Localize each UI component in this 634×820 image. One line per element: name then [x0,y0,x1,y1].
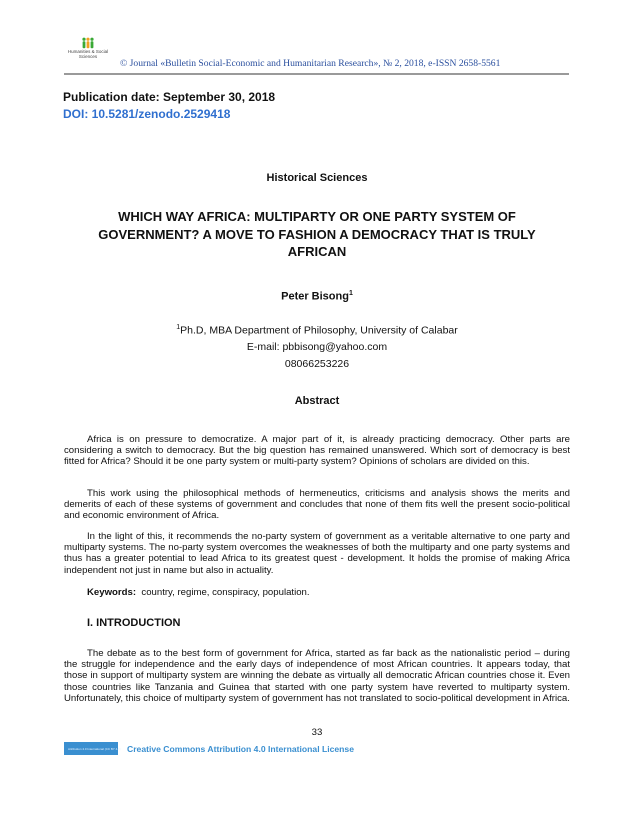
doi-link[interactable]: DOI: 10.5281/zenodo.2529418 [63,107,231,121]
affiliation [0,320,634,339]
abstract-paragraph-1: Africa is on pressure to democratize. A major part of it, is already practicing democracy. Other parts are considering a switch to democracy. But the big question has remained unanswered. Which sort of democracy is best fitted for Africa? Should it be one party system or multi-party system? Opinions of scholars are divided on this. [64,434,570,468]
publication-date: Publication date: September 30, 2018 [63,90,276,104]
keywords [87,587,310,598]
abstract-paragraph-2: This work using the philosophical methods of hermeneutics, criticisms and analysis shows the merits and demerits of each of these systems of government and concludes that none of them fits well the present socio-political and economic environment of Africa. [64,488,570,522]
paper-title [64,208,570,261]
keywords-label: Keywords: [87,587,137,598]
cc-license-badge[interactable] [64,742,121,755]
introduction-paragraph-1: The debate as to the best form of government for Africa, started as far back as the nationalistic period – during the struggle for independence and the early days of independence of most African countries. It appears today, that those in support of multiparty system are winning the debate as virtually all democratic African countries chose it. Even those countries like Tanzania and Guinea that started with one party system have reverted to multiparty system. Unfortunately, this choice of multiparty system of government has not translated to socio-political development in Africa. [64,648,570,704]
author-name: Peter Bisong [281,290,349,303]
header-divider [64,73,569,75]
title-line: WHICH WAY AFRICA: MULTIPARTY OR ONE PARTY SYSTEM OF [118,209,516,224]
page-number: 33 [311,727,323,738]
author-phone: 08066253226 [284,357,350,370]
title-line: GOVERNMENT? A MOVE TO FASHION A DEMOCRACY THAT IS TRULY [98,226,536,242]
journal-logo [64,37,112,59]
abstract-paragraph-3: In the light of this, it recommends the no-party system of government as a veritable alternative to one party and multiparty systems. The no-party system overcomes the weaknesses of both the multiparty and one party systems and thus has a greater potential to lead Africa to its greatest quest - development. It holds the promise of making Africa independent not just in name but also in actuality. [64,531,570,576]
introduction-heading: I. INTRODUCTION [87,617,181,629]
affiliation-text: Ph.D, MBA Department of Philosophy, University of Calabar [180,324,458,337]
abstract-heading: Abstract [294,395,340,407]
author-superscript: 1 [348,290,353,297]
journal-header: © Journal «Bulletin Social-Economic and Humanitarian Research», № 2, 2018, e-ISSN 2658-5561 [120,58,501,69]
keywords-list: country, regime, conspiracy, population. [141,587,310,598]
author [0,290,634,303]
license-link[interactable]: Creative Commons Attribution 4.0 International License [127,744,354,754]
affiliation-superscript: 1 [176,324,181,331]
affiliation-block [0,320,634,372]
section-heading: Historical Sciences [266,172,368,184]
people-logo-icon [80,37,96,49]
logo-text: Humanities & Social Sciences [67,49,109,59]
author-email[interactable]: E-mail: pbbisong@yahoo.com [246,341,388,353]
title-line: AFRICAN [287,244,347,259]
cc-badge-text: Attribution 4.0 International (CC BY 4.0) [68,746,121,751]
